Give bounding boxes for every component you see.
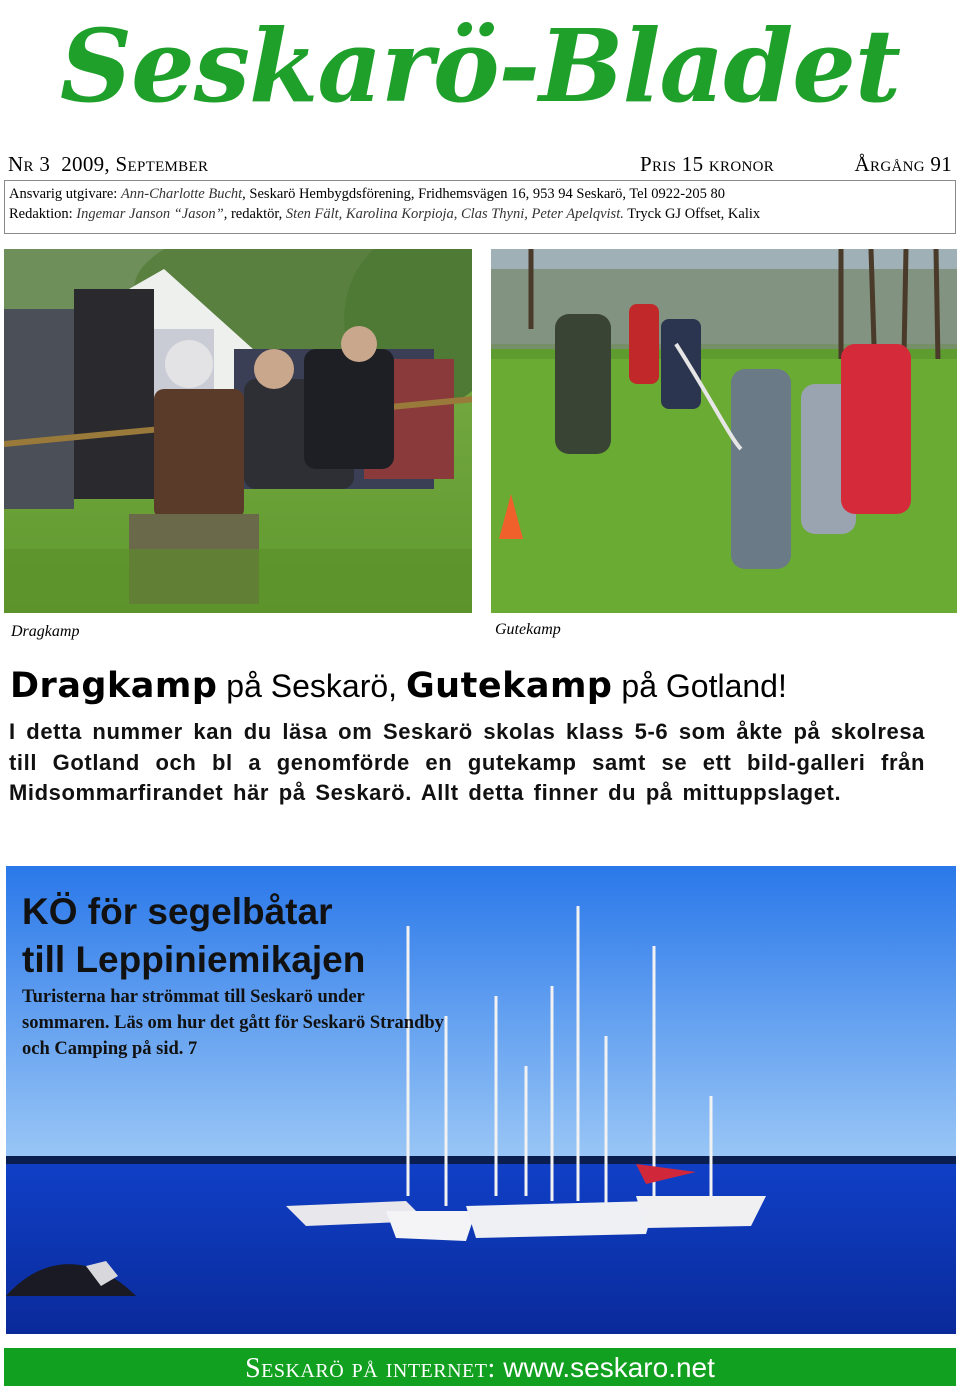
issue-number-date xyxy=(8,152,208,176)
footer-bar xyxy=(4,1348,956,1386)
headline-part-4: på Gotland! xyxy=(612,668,787,704)
footer-text xyxy=(4,1351,956,1386)
masthead xyxy=(0,0,960,140)
issue-volume: Årgång 91 xyxy=(854,152,952,176)
staff-box xyxy=(4,180,956,234)
photo-caption-gutekamp: Gutekamp xyxy=(495,621,561,638)
newspaper-title: Seskarö-Bladet xyxy=(59,7,901,125)
feature-title xyxy=(22,888,365,984)
dragkamp-photo xyxy=(4,249,472,613)
gutekamp-photo-illustration xyxy=(491,249,957,613)
publisher-address: , Seskarö Hembygdsförening, Fridhemsvägen 16, 953 94 Seskarö, Tel 0922-205 80 xyxy=(242,186,725,202)
editorial-line xyxy=(9,204,951,224)
editor-name: Ingemar Janson “Jason” xyxy=(76,206,224,222)
editorial-label: Redaktion: xyxy=(9,206,77,222)
publisher-label: Ansvarig utgivare: xyxy=(9,186,121,202)
footer-label: Seskarö på internet: xyxy=(245,1353,504,1384)
gutekamp-photo xyxy=(491,249,957,613)
issue-price: Pris 15 kronor xyxy=(640,152,775,176)
feature-title-line-2: till Leppiniemikajen xyxy=(22,939,366,980)
headline-part-2: på Seskarö, xyxy=(217,668,406,704)
feature-subtitle: Turisterna har strömmat till Seskarö under sommaren. Läs om hur det gått för Seskarö Strandby och Camping på sid. 7 xyxy=(22,987,444,1059)
headline-part-3: Gutekamp xyxy=(405,666,613,706)
publisher-line xyxy=(9,184,951,204)
printer-info: Tryck GJ Offset, Kalix xyxy=(623,206,761,222)
editorial-team: Sten Fält, Karolina Korpioja, Clas Thyni, Peter Apelqvist. xyxy=(285,206,624,222)
main-headline xyxy=(10,665,955,707)
harbor-feature xyxy=(6,866,956,1334)
editor-role: , redaktör, xyxy=(223,206,286,222)
headline-part-1: Dragkamp xyxy=(10,666,218,706)
dragkamp-photo-illustration xyxy=(4,249,472,613)
issue-date: 2009, September xyxy=(61,152,209,176)
photo-caption-dragkamp: Dragkamp xyxy=(11,623,80,640)
publisher-name: Ann-Charlotte Bucht xyxy=(120,186,243,202)
website-link[interactable]: www.seskaro.net xyxy=(503,1352,715,1383)
lead-paragraph: I detta nummer kan du läsa om Seskarö skolas klass 5-6 som åkte på skolresa till Gotland och bl a genomförde en gutekamp samt se ett bild-galleri från Midsommarfirandet här på Seskarö. Allt detta finner du på mittuppslaget. xyxy=(9,719,925,805)
feature-title-line-1: KÖ för segelbåtar xyxy=(22,891,333,932)
issue-number: Nr 3 xyxy=(8,152,51,176)
issue-info-line xyxy=(8,152,952,176)
